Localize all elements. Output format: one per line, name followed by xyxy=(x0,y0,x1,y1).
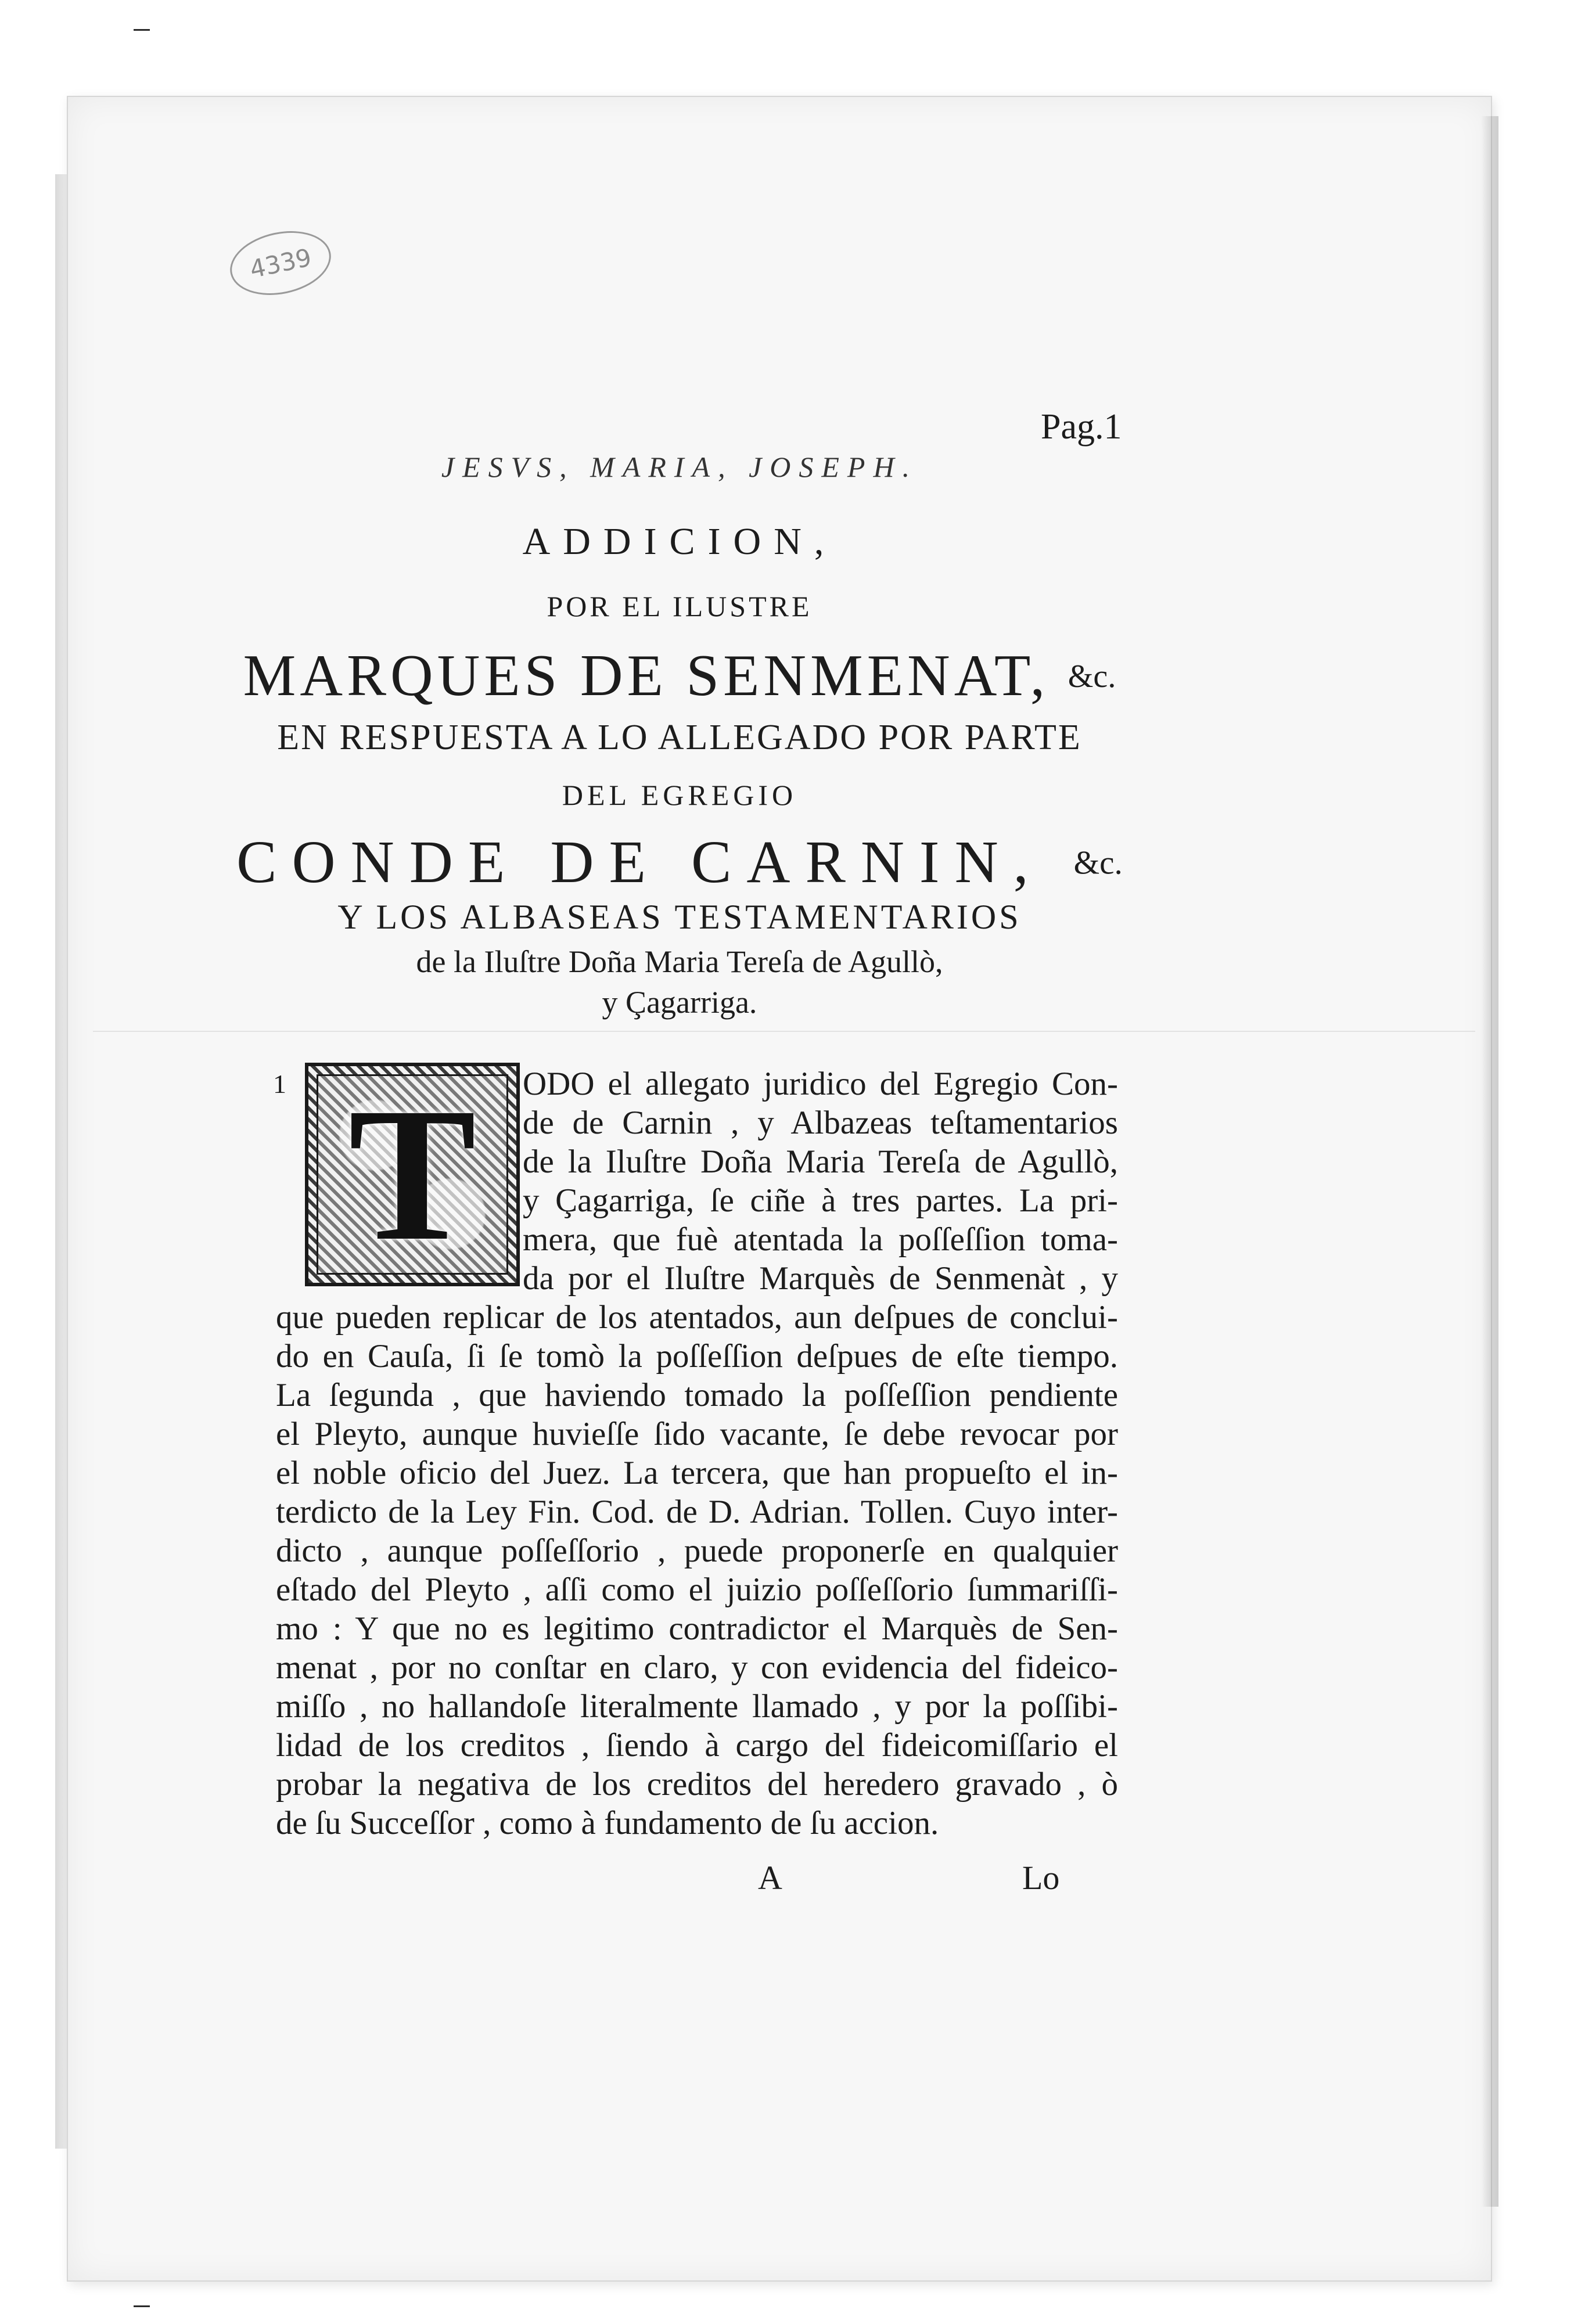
body-line: mo : Y que no es legitimo contradictor el Marquès de Sen- xyxy=(276,1610,1118,1647)
title-por-el-ilustre: POR EL ILUSTRE xyxy=(547,590,813,623)
drop-cap-frame xyxy=(317,1068,508,1280)
body-line: mera, que fuè atentada la poſſeſſion toma- xyxy=(523,1221,1118,1258)
body-line: y Çagarriga, ſe ciñe à tres partes. La pri- xyxy=(523,1182,1118,1219)
page-edge-shadow-right xyxy=(1481,116,1498,2207)
body-line: de de Carnin , y Albazeas teſtamentarios xyxy=(523,1105,1118,1141)
body-line: lidad de los creditos , ſiendo à cargo del fideicomiſſario el xyxy=(276,1727,1118,1764)
body-line: probar la negativa de los creditos del heredero gravado , ò xyxy=(276,1766,1118,1803)
body-line: da por el Iluſtre Marquès de Senmenàt , y xyxy=(523,1260,1118,1297)
body-line: que pueden replicar de los atentados, aun deſpues de conclui- xyxy=(276,1299,1118,1336)
body-line: terdicto de la Ley Fin. Cod. de D. Adrian. Tollen. Cuyo inter- xyxy=(276,1494,1118,1530)
title-addicion: ADDICION, xyxy=(522,520,837,563)
title-de-la-ilustre: de la Iluſtre Doña Maria Tereſa de Agullò, xyxy=(416,944,943,979)
fold-line xyxy=(93,1031,1475,1032)
body-line: eſtado del Pleyto , aſſi como el juizio poſſeſſorio ſummariſſi- xyxy=(276,1571,1118,1608)
body-line: miſſo , no hallandoſe literalmente llamado , y por la poſſibi- xyxy=(276,1688,1118,1725)
title-cagarriga: y Çagarriga. xyxy=(602,985,757,1020)
invocation: JESVS, MARIA, JOSEPH. xyxy=(441,451,918,483)
title-respuesta: EN RESPUESTA A LO ALLEGADO POR PARTE xyxy=(277,718,1082,757)
margin-mark xyxy=(134,2305,150,2307)
body-line: el noble oficio del Juez. La tercera, que han propueſto el in- xyxy=(276,1455,1118,1491)
body-line: de la Iluſtre Doña Maria Tereſa de Agullò, xyxy=(523,1143,1118,1180)
title-marques xyxy=(209,642,1150,710)
archive-number-stamp: 4339 xyxy=(224,222,337,304)
page-number: Pag.1 xyxy=(1041,407,1122,447)
title-del-egregio: DEL EGREGIO xyxy=(562,779,797,811)
margin-mark xyxy=(134,29,150,31)
catchword: Lo xyxy=(1022,1859,1060,1897)
title-marques-name: MARQUES DE SENMENAT, xyxy=(243,643,1050,708)
body-line: dicto , aunque poſſeſſorio , puede proponerſe en qualquier xyxy=(276,1532,1118,1569)
body-line: de ſu Succeſſor , como à fundamento de ſu accion. xyxy=(276,1805,939,1841)
body-line: ODO el allegato juridico del Egregio Con- xyxy=(523,1066,1118,1102)
body-line: do en Cauſa, ſi ſe tomò la poſſeſſion deſpues de eſte tiempo. xyxy=(276,1338,1118,1375)
ornamental-drop-cap xyxy=(305,1063,520,1286)
title-conde-name: CONDE DE CARNIN, xyxy=(236,829,1044,895)
title-conde-etc: &c. xyxy=(1073,844,1123,882)
title-conde xyxy=(209,828,1150,897)
title-marques-etc: &c. xyxy=(1068,658,1116,695)
title-albaseas: Y LOS ALBASEAS TESTAMENTARIOS xyxy=(337,898,1022,936)
drop-cap-letter: T xyxy=(348,1068,477,1280)
body-line: el Pleyto, aunque huvieſſe ſido vacante, ſe debe revocar por xyxy=(276,1416,1118,1452)
body-line: La ſegunda , que haviendo tomado la poſſeſſion pendiente xyxy=(276,1377,1118,1413)
paragraph-number: 1 xyxy=(273,1069,286,1099)
body-line: menat , por no conſtar en claro, y con evidencia del fideico- xyxy=(276,1649,1118,1686)
signature-mark: A xyxy=(758,1859,782,1897)
